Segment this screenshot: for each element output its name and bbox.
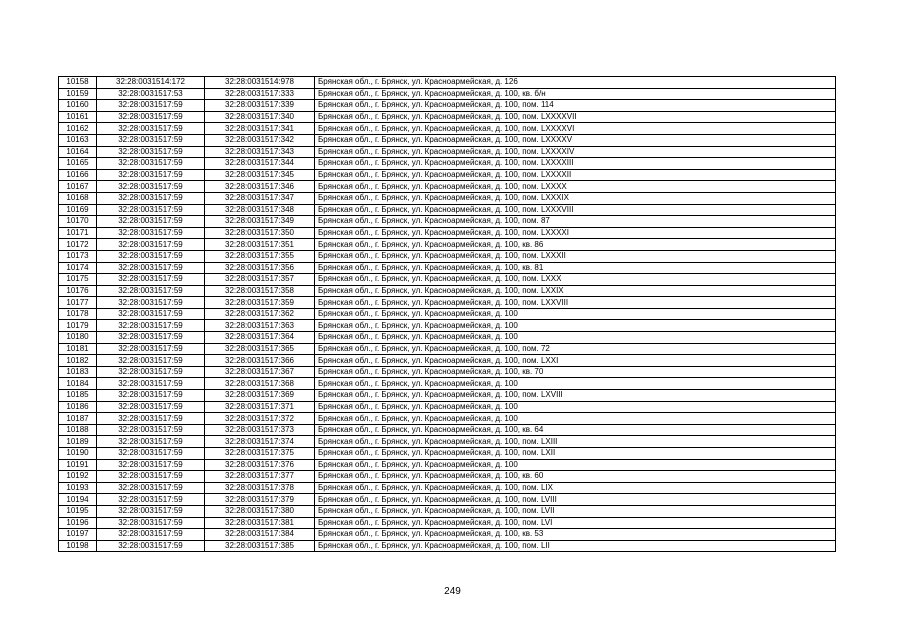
address-cell: Брянская обл., г. Брянск, ул. Красноармейская, д. 100, пом. LXXXII — [315, 250, 836, 262]
cadastral-number-cell: 32:28:0031517:376 — [205, 459, 315, 471]
row-number-cell: 10159 — [59, 88, 97, 100]
cadastral-number-cell: 32:28:0031517:343 — [205, 146, 315, 158]
address-cell: Брянская обл., г. Брянск, ул. Красноармейская, д. 100, пом. LVI — [315, 517, 836, 529]
row-number-cell: 10169 — [59, 204, 97, 216]
address-cell: Брянская обл., г. Брянск, ул. Красноармейская, д. 100, кв. 70 — [315, 366, 836, 378]
address-cell: Брянская обл., г. Брянск, ул. Красноармейская, д. 100 — [315, 413, 836, 425]
parent-cadastral-number-cell: 32:28:0031517:59 — [97, 540, 205, 552]
parent-cadastral-number-cell: 32:28:0031517:59 — [97, 297, 205, 309]
address-cell: Брянская обл., г. Брянск, ул. Красноармейская, д. 100, пом. LII — [315, 540, 836, 552]
row-number-cell: 10170 — [59, 216, 97, 228]
parent-cadastral-number-cell: 32:28:0031517:59 — [97, 378, 205, 390]
parent-cadastral-number-cell: 32:28:0031517:59 — [97, 146, 205, 158]
table-row — [59, 88, 836, 100]
cadastral-number-cell: 32:28:0031517:371 — [205, 401, 315, 413]
parent-cadastral-number-cell: 32:28:0031517:59 — [97, 436, 205, 448]
parent-cadastral-number-cell: 32:28:0031517:59 — [97, 517, 205, 529]
table-row — [59, 482, 836, 494]
table-row — [59, 181, 836, 193]
cadastral-number-cell: 32:28:0031517:351 — [205, 239, 315, 251]
parent-cadastral-number-cell: 32:28:0031517:59 — [97, 529, 205, 541]
page-number: 249 — [444, 586, 461, 597]
address-cell: Брянская обл., г. Брянск, ул. Красноармейская, д. 100, пом. LXII — [315, 448, 836, 460]
cadastral-number-cell: 32:28:0031517:350 — [205, 227, 315, 239]
row-number-cell: 10179 — [59, 320, 97, 332]
parent-cadastral-number-cell: 32:28:0031517:59 — [97, 448, 205, 460]
cadastral-number-cell: 32:28:0031517:362 — [205, 308, 315, 320]
parent-cadastral-number-cell: 32:28:0031517:59 — [97, 471, 205, 483]
parent-cadastral-number-cell: 32:28:0031517:59 — [97, 239, 205, 251]
table-row — [59, 111, 836, 123]
address-cell: Брянская обл., г. Брянск, ул. Красноармейская, д. 100, пом. LXIII — [315, 436, 836, 448]
table-row — [59, 100, 836, 112]
row-number-cell: 10163 — [59, 134, 97, 146]
cadastral-number-cell: 32:28:0031517:333 — [205, 88, 315, 100]
row-number-cell: 10197 — [59, 529, 97, 541]
cadastral-number-cell: 32:28:0031517:340 — [205, 111, 315, 123]
table-row — [59, 250, 836, 262]
parent-cadastral-number-cell: 32:28:0031517:59 — [97, 332, 205, 344]
row-number-cell: 10181 — [59, 343, 97, 355]
address-cell: Брянская обл., г. Брянск, ул. Красноармейская, д. 100, пом. 114 — [315, 100, 836, 112]
cadastral-number-cell: 32:28:0031517:374 — [205, 436, 315, 448]
table-row — [59, 204, 836, 216]
cadastral-number-cell: 32:28:0031517:372 — [205, 413, 315, 425]
cadastral-number-cell: 32:28:0031517:373 — [205, 424, 315, 436]
table-row — [59, 146, 836, 158]
row-number-cell: 10164 — [59, 146, 97, 158]
parent-cadastral-number-cell: 32:28:0031517:59 — [97, 424, 205, 436]
parent-cadastral-number-cell: 32:28:0031517:59 — [97, 320, 205, 332]
cadastral-number-cell: 32:28:0031517:377 — [205, 471, 315, 483]
row-number-cell: 10175 — [59, 274, 97, 286]
parent-cadastral-number-cell: 32:28:0031517:59 — [97, 227, 205, 239]
row-number-cell: 10172 — [59, 239, 97, 251]
cadastral-number-cell: 32:28:0031517:367 — [205, 366, 315, 378]
row-number-cell: 10184 — [59, 378, 97, 390]
row-number-cell: 10189 — [59, 436, 97, 448]
row-number-cell: 10168 — [59, 192, 97, 204]
row-number-cell: 10195 — [59, 505, 97, 517]
row-number-cell: 10171 — [59, 227, 97, 239]
cadastral-number-cell: 32:28:0031517:357 — [205, 274, 315, 286]
cadastral-number-cell: 32:28:0031517:375 — [205, 448, 315, 460]
parent-cadastral-number-cell: 32:28:0031517:59 — [97, 343, 205, 355]
parent-cadastral-number-cell: 32:28:0031517:59 — [97, 308, 205, 320]
address-cell: Брянская обл., г. Брянск, ул. Красноармейская, д. 100 — [315, 308, 836, 320]
row-number-cell: 10177 — [59, 297, 97, 309]
row-number-cell: 10167 — [59, 181, 97, 193]
parent-cadastral-number-cell: 32:28:0031517:59 — [97, 482, 205, 494]
row-number-cell: 10176 — [59, 285, 97, 297]
row-number-cell: 10180 — [59, 332, 97, 344]
cadastral-number-cell: 32:28:0031517:369 — [205, 390, 315, 402]
row-number-cell: 10173 — [59, 250, 97, 262]
table-row — [59, 366, 836, 378]
table-row — [59, 378, 836, 390]
row-number-cell: 10162 — [59, 123, 97, 135]
row-number-cell: 10186 — [59, 401, 97, 413]
row-number-cell: 10196 — [59, 517, 97, 529]
row-number-cell: 10178 — [59, 308, 97, 320]
table-row — [59, 517, 836, 529]
cadastral-number-cell: 32:28:0031517:342 — [205, 134, 315, 146]
cadastral-number-cell: 32:28:0031517:341 — [205, 123, 315, 135]
address-cell: Брянская обл., г. Брянск, ул. Красноармейская, д. 100, пом. LXXXVIII — [315, 204, 836, 216]
address-cell: Брянская обл., г. Брянск, ул. Красноармейская, д. 100, пом. 87 — [315, 216, 836, 228]
address-cell: Брянская обл., г. Брянск, ул. Красноармейская, д. 100, пом. LXXXXVII — [315, 111, 836, 123]
address-cell: Брянская обл., г. Брянск, ул. Красноармейская, д. 100, пом. LVIII — [315, 494, 836, 506]
cadastral-number-cell: 32:28:0031517:385 — [205, 540, 315, 552]
parent-cadastral-number-cell: 32:28:0031517:59 — [97, 100, 205, 112]
table-row — [59, 332, 836, 344]
cadastral-number-cell: 32:28:0031517:359 — [205, 297, 315, 309]
address-cell: Брянская обл., г. Брянск, ул. Красноармейская, д. 100, пом. LXXXX — [315, 181, 836, 193]
parent-cadastral-number-cell: 32:28:0031517:59 — [97, 494, 205, 506]
table-row — [59, 308, 836, 320]
parent-cadastral-number-cell: 32:28:0031517:59 — [97, 505, 205, 517]
cadastral-number-cell: 32:28:0031517:356 — [205, 262, 315, 274]
cadastral-number-cell: 32:28:0031517:339 — [205, 100, 315, 112]
address-cell: Брянская обл., г. Брянск, ул. Красноармейская, д. 100, пом. LXXXXVI — [315, 123, 836, 135]
address-cell: Брянская обл., г. Брянск, ул. Красноармейская, д. 100, кв. 86 — [315, 239, 836, 251]
parent-cadastral-number-cell: 32:28:0031517:59 — [97, 158, 205, 170]
cadastral-number-cell: 32:28:0031517:344 — [205, 158, 315, 170]
cadastral-number-cell: 32:28:0031517:355 — [205, 250, 315, 262]
cadastral-number-cell: 32:28:0031517:366 — [205, 355, 315, 367]
cadastral-number-cell: 32:28:0031517:381 — [205, 517, 315, 529]
address-cell: Брянская обл., г. Брянск, ул. Красноармейская, д. 126 — [315, 77, 836, 89]
table-body — [59, 77, 836, 552]
table-row — [59, 77, 836, 89]
table-row — [59, 158, 836, 170]
address-cell: Брянская обл., г. Брянск, ул. Красноармейская, д. 100, кв. 53 — [315, 529, 836, 541]
parent-cadastral-number-cell: 32:28:0031517:59 — [97, 216, 205, 228]
row-number-cell: 10183 — [59, 366, 97, 378]
address-cell: Брянская обл., г. Брянск, ул. Красноармейская, д. 100, пом. LXXIX — [315, 285, 836, 297]
cadastral-number-cell: 32:28:0031517:347 — [205, 192, 315, 204]
row-number-cell: 10187 — [59, 413, 97, 425]
cadastral-number-cell: 32:28:0031517:363 — [205, 320, 315, 332]
table-row — [59, 471, 836, 483]
parent-cadastral-number-cell: 32:28:0031517:53 — [97, 88, 205, 100]
table-row — [59, 505, 836, 517]
cadastral-number-cell: 32:28:0031517:345 — [205, 169, 315, 181]
row-number-cell: 10190 — [59, 448, 97, 460]
address-cell: Брянская обл., г. Брянск, ул. Красноармейская, д. 100, пом. LVII — [315, 505, 836, 517]
parent-cadastral-number-cell: 32:28:0031517:59 — [97, 390, 205, 402]
row-number-cell: 10191 — [59, 459, 97, 471]
parent-cadastral-number-cell: 32:28:0031517:59 — [97, 366, 205, 378]
row-number-cell: 10188 — [59, 424, 97, 436]
address-cell: Брянская обл., г. Брянск, ул. Красноармейская, д. 100, пом. LIX — [315, 482, 836, 494]
table-row — [59, 285, 836, 297]
table-row — [59, 494, 836, 506]
parent-cadastral-number-cell: 32:28:0031517:59 — [97, 250, 205, 262]
row-number-cell: 10165 — [59, 158, 97, 170]
row-number-cell: 10161 — [59, 111, 97, 123]
table-row — [59, 401, 836, 413]
parent-cadastral-number-cell: 32:28:0031517:59 — [97, 192, 205, 204]
table-row — [59, 297, 836, 309]
row-number-cell: 10182 — [59, 355, 97, 367]
address-cell: Брянская обл., г. Брянск, ул. Красноармейская, д. 100 — [315, 332, 836, 344]
table-row — [59, 227, 836, 239]
cadastral-number-cell: 32:28:0031517:379 — [205, 494, 315, 506]
address-cell: Брянская обл., г. Брянск, ул. Красноармейская, д. 100, пом. LXXXXI — [315, 227, 836, 239]
table-row — [59, 529, 836, 541]
parent-cadastral-number-cell: 32:28:0031517:59 — [97, 134, 205, 146]
address-cell: Брянская обл., г. Брянск, ул. Красноармейская, д. 100, пом. LXXXXIII — [315, 158, 836, 170]
address-cell: Брянская обл., г. Брянск, ул. Красноармейская, д. 100, пом. LXXXXII — [315, 169, 836, 181]
address-cell: Брянская обл., г. Брянск, ул. Красноармейская, д. 100 — [315, 401, 836, 413]
address-cell: Брянская обл., г. Брянск, ул. Красноармейская, д. 100, кв. б/н — [315, 88, 836, 100]
parent-cadastral-number-cell: 32:28:0031517:59 — [97, 204, 205, 216]
cadastral-number-cell: 32:28:0031517:348 — [205, 204, 315, 216]
row-number-cell: 10158 — [59, 77, 97, 89]
table-row — [59, 134, 836, 146]
cadastral-number-cell: 32:28:0031517:384 — [205, 529, 315, 541]
cadastral-number-cell: 32:28:0031517:346 — [205, 181, 315, 193]
row-number-cell: 10185 — [59, 390, 97, 402]
address-cell: Брянская обл., г. Брянск, ул. Красноармейская, д. 100 — [315, 320, 836, 332]
cadastral-number-cell: 32:28:0031517:378 — [205, 482, 315, 494]
table-row — [59, 123, 836, 135]
address-cell: Брянская обл., г. Брянск, ул. Красноармейская, д. 100, кв. 81 — [315, 262, 836, 274]
cadastral-number-cell: 32:28:0031517:380 — [205, 505, 315, 517]
cadastral-number-cell: 32:28:0031517:358 — [205, 285, 315, 297]
parent-cadastral-number-cell: 32:28:0031517:59 — [97, 459, 205, 471]
parent-cadastral-number-cell: 32:28:0031517:59 — [97, 169, 205, 181]
parent-cadastral-number-cell: 32:28:0031517:59 — [97, 285, 205, 297]
address-cell: Брянская обл., г. Брянск, ул. Красноармейская, д. 100, кв. 60 — [315, 471, 836, 483]
parent-cadastral-number-cell: 32:28:0031517:59 — [97, 401, 205, 413]
table-row — [59, 262, 836, 274]
address-cell: Брянская обл., г. Брянск, ул. Красноармейская, д. 100, пом. LXXI — [315, 355, 836, 367]
table-row — [59, 355, 836, 367]
table-row — [59, 169, 836, 181]
table-row — [59, 448, 836, 460]
address-cell: Брянская обл., г. Брянск, ул. Красноармейская, д. 100, пом. 72 — [315, 343, 836, 355]
property-registry-table — [58, 76, 836, 552]
address-cell: Брянская обл., г. Брянск, ул. Красноармейская, д. 100, пом. LXXXIX — [315, 192, 836, 204]
table-row — [59, 436, 836, 448]
table-row — [59, 390, 836, 402]
row-number-cell: 10160 — [59, 100, 97, 112]
parent-cadastral-number-cell: 32:28:0031517:59 — [97, 181, 205, 193]
address-cell: Брянская обл., г. Брянск, ул. Красноармейская, д. 100, пом. LXXXXIV — [315, 146, 836, 158]
parent-cadastral-number-cell: 32:28:0031517:59 — [97, 274, 205, 286]
parent-cadastral-number-cell: 32:28:0031517:59 — [97, 355, 205, 367]
parent-cadastral-number-cell: 32:28:0031517:59 — [97, 123, 205, 135]
cadastral-number-cell: 32:28:0031517:364 — [205, 332, 315, 344]
table-row — [59, 239, 836, 251]
table-row — [59, 320, 836, 332]
table-row — [59, 424, 836, 436]
parent-cadastral-number-cell: 32:28:0031517:59 — [97, 413, 205, 425]
cadastral-number-cell: 32:28:0031517:349 — [205, 216, 315, 228]
address-cell: Брянская обл., г. Брянск, ул. Красноармейская, д. 100, пом. LXVIII — [315, 390, 836, 402]
cadastral-number-cell: 32:28:0031517:365 — [205, 343, 315, 355]
parent-cadastral-number-cell: 32:28:0031517:59 — [97, 262, 205, 274]
table-row — [59, 274, 836, 286]
row-number-cell: 10192 — [59, 471, 97, 483]
parent-cadastral-number-cell: 32:28:0031514:172 — [97, 77, 205, 89]
row-number-cell: 10193 — [59, 482, 97, 494]
table-row — [59, 343, 836, 355]
cadastral-number-cell: 32:28:0031514:978 — [205, 77, 315, 89]
row-number-cell: 10166 — [59, 169, 97, 181]
cadastral-number-cell: 32:28:0031517:368 — [205, 378, 315, 390]
table-row — [59, 216, 836, 228]
table-row — [59, 540, 836, 552]
address-cell: Брянская обл., г. Брянск, ул. Красноармейская, д. 100, пом. LXXX — [315, 274, 836, 286]
table-row — [59, 413, 836, 425]
address-cell: Брянская обл., г. Брянск, ул. Красноармейская, д. 100, пом. LXXXXV — [315, 134, 836, 146]
address-cell: Брянская обл., г. Брянск, ул. Красноармейская, д. 100 — [315, 459, 836, 471]
table-row — [59, 192, 836, 204]
table-row — [59, 459, 836, 471]
row-number-cell: 10198 — [59, 540, 97, 552]
address-cell: Брянская обл., г. Брянск, ул. Красноармейская, д. 100, пом. LXXVIII — [315, 297, 836, 309]
row-number-cell: 10174 — [59, 262, 97, 274]
parent-cadastral-number-cell: 32:28:0031517:59 — [97, 111, 205, 123]
row-number-cell: 10194 — [59, 494, 97, 506]
address-cell: Брянская обл., г. Брянск, ул. Красноармейская, д. 100, кв. 64 — [315, 424, 836, 436]
address-cell: Брянская обл., г. Брянск, ул. Красноармейская, д. 100 — [315, 378, 836, 390]
